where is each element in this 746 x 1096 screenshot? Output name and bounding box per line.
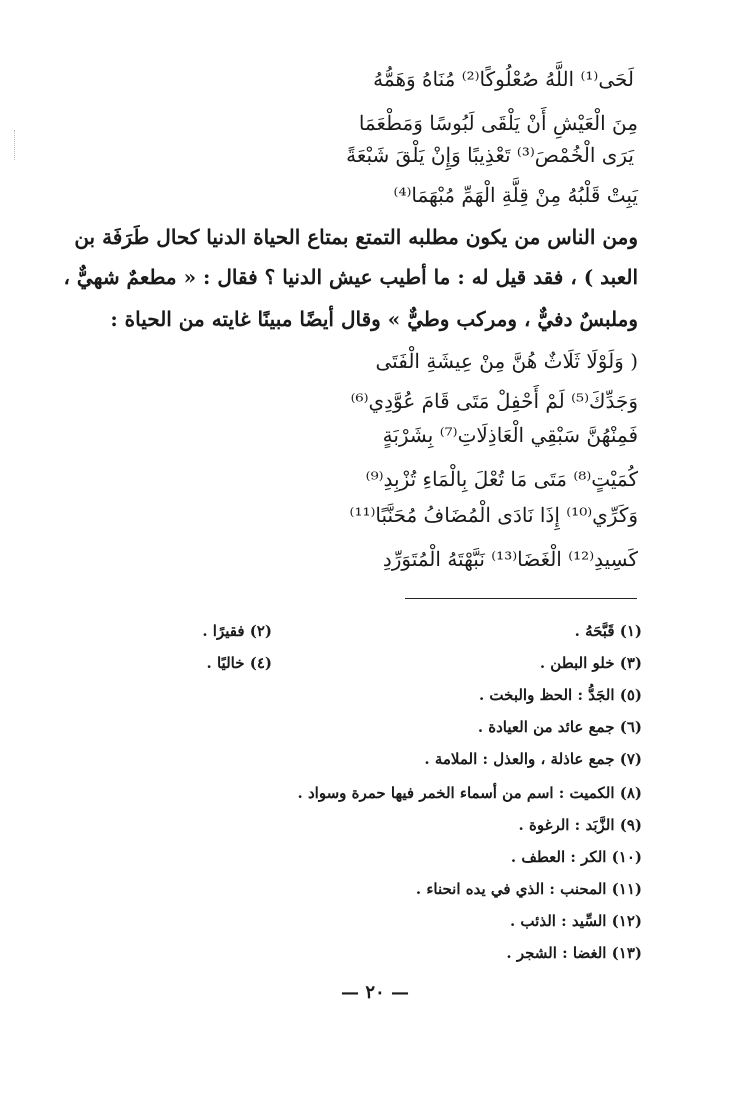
- verse-line-2: مِنَ الْعَيْشِ أَنْ يَلْقَى لَبُوسًا وَمَطْعَمَا: [358, 111, 638, 135]
- footnote-12: (١٢) السِّيد : الذئب .: [509, 912, 642, 930]
- prose-line-3: وملبسٌ دفيٌّ ، ومركب وطيٌّ » وقال أيضًا مبينًا غايته من الحياة :: [110, 307, 638, 331]
- footnote-6: (٦) جمع عائد من العيادة .: [477, 718, 642, 736]
- footnote-4: (٤) خاليًا .: [206, 654, 272, 672]
- poem-line-4: كُمَيْتٍ⁽⁸⁾ مَتَى مَا تُعْلَ بِالْمَاءِ تُزْبِدِ⁽⁹⁾: [365, 467, 638, 491]
- footnote-13: (١٣) الغضا : الشجر .: [506, 944, 642, 962]
- prose-line-1: ومن الناس من يكون مطلبه التمتع بمتاع الحياة الدنيا كحال طَرَفَة بن: [74, 225, 638, 249]
- footnote-3: (٣) خلو البطن .: [539, 654, 642, 672]
- verse-line-4: يَبِتْ قَلْبُهُ مِنْ قِلَّةِ الْهَمِّ مُبْهَمَا⁽⁴⁾: [393, 183, 638, 207]
- poem-line-5: وَكَرِّي⁽¹⁰⁾ إِذَا نَادَى الْمُضَافُ مُحَنَّبًا⁽¹¹⁾: [349, 503, 638, 527]
- prose-line-2: العبد ) ، فقد قيل له : ما أطيب عيش الدنيا ؟ فقال : « مطعمٌ شهيٌّ ،: [63, 265, 638, 289]
- footnote-1: (١) قَبَّحَهُ .: [574, 622, 642, 640]
- poem-line-2: وَجَدِّكَ⁽⁵⁾ لَمْ أَحْفِلْ مَتَى قَامَ عُوَّدِي⁽⁶⁾: [350, 389, 638, 413]
- page-number: — ٢٠ —: [341, 982, 409, 1003]
- poem-line-3: فَمِنْهُنَّ سَبْقِي الْعَاذِلَاتِ⁽⁷⁾ بِشَرْبَةٍ: [382, 423, 638, 447]
- footnote-11: (١١) المحنب : الذي في يده انحناء .: [415, 880, 642, 898]
- poem-line-6: كَسِيدِ⁽¹²⁾ الْغَضَا⁽¹³⁾ نَبَّهْتَهُ الْمُتَوَرِّدِ: [382, 547, 638, 571]
- verse-line-3: يَرَى الْخُمْصَ⁽³⁾ تَعْذِيبًا وَإِنْ يَلْقَ شَبْعَةً: [346, 143, 634, 167]
- footnote-5: (٥) الجَدُّ : الحظ والبخت .: [478, 686, 642, 704]
- footnote-2: (٢) فقيرًا .: [202, 622, 272, 640]
- footnote-8: (٨) الكميت : اسم من أسماء الخمر فيها حمرة وسواد .: [297, 784, 642, 802]
- margin-mark: [14, 130, 16, 160]
- footnote-7: (٧) جمع عاذلة ، والعذل : الملامة .: [424, 750, 642, 768]
- footnote-9: (٩) الزَّبَد : الرغوة .: [518, 816, 642, 834]
- footnote-separator: [405, 598, 637, 599]
- footnote-10: (١٠) الكر : العطف .: [510, 848, 642, 866]
- verse-line-1: لَحَى⁽¹⁾ اللَّهُ صُعْلُوكًا⁽²⁾ مُنَاهُ وَهَمُّهُ: [373, 67, 634, 91]
- poem-line-1: ( وَلَوْلَا ثَلَاثٌ هُنَّ مِنْ عِيشَةِ الْفَتَى: [375, 349, 638, 373]
